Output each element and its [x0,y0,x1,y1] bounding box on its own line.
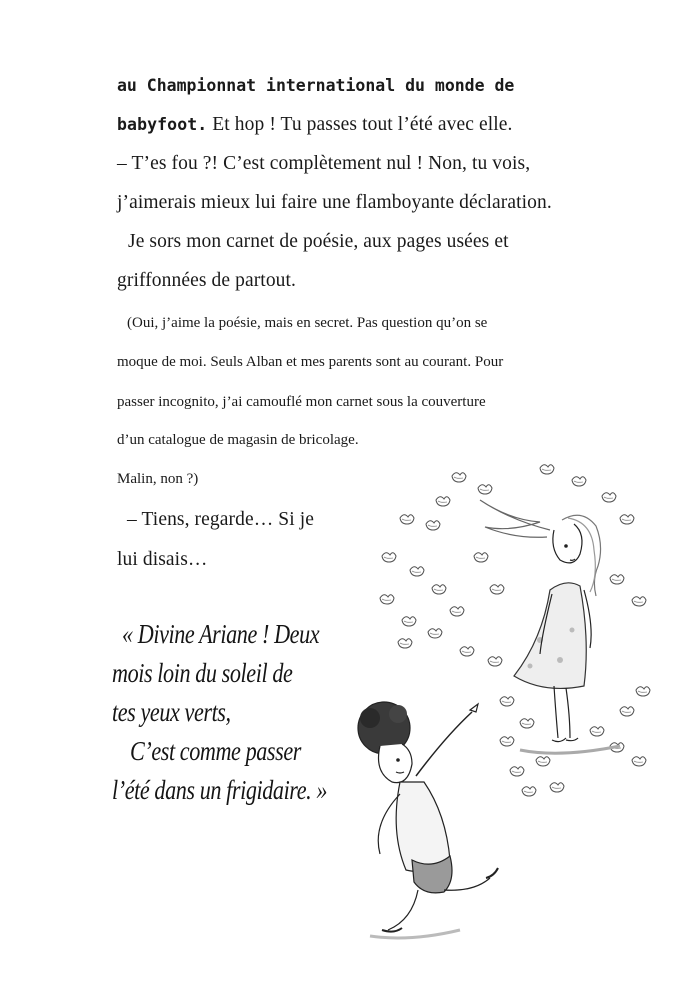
text-line-2 [117,114,513,136]
poem-line-4: C’est comme passer [130,736,301,766]
poem-line-5: l’été dans un frigidaire. » [112,775,328,805]
championship-line: au Championnat international du monde de [117,76,515,95]
line-2-rest: Et hop ! Tu passes tout l’été avec elle. [207,114,513,135]
text-line-13: lui disais… [117,549,208,570]
babyfoot-word: babyfoot. [117,115,208,134]
text-line-12: – Tiens, regarde… Si je [127,509,314,530]
girl-figure [480,500,620,753]
text-line-8: moque de moi. Seuls Alban et mes parents sont au courant. Pour [117,354,504,370]
text-line-4: j’aimerais mieux lui faire une flamboyante déclaration. [117,192,552,213]
boy-and-girl-illustration [340,460,660,940]
poem-line-1: « Divine Ariane ! Deux [122,619,320,649]
text-line-9: passer incognito, j’ai camouflé mon carnet sous la couverture [117,394,486,410]
text-line-1 [117,76,598,95]
poem-line-3: tes yeux verts, [112,697,231,727]
text-line-11: Malin, non ?) [117,471,199,487]
text-line-3: – T’es fou ?! C’est complètement nul ! Non, tu vois, [117,153,531,174]
leaves-swirl [380,465,650,796]
text-line-10: d’un catalogue de magasin de bricolage. [117,432,359,448]
text-line-5: Je sors mon carnet de poésie, aux pages usées et [128,231,509,252]
poem-line-2: mois loin du soleil de [112,658,293,688]
boy-figure [358,702,498,938]
text-line-7: (Oui, j’aime la poésie, mais en secret. Pas question qu’on se [127,315,488,331]
text-line-6: griffonnées de partout. [117,270,297,291]
